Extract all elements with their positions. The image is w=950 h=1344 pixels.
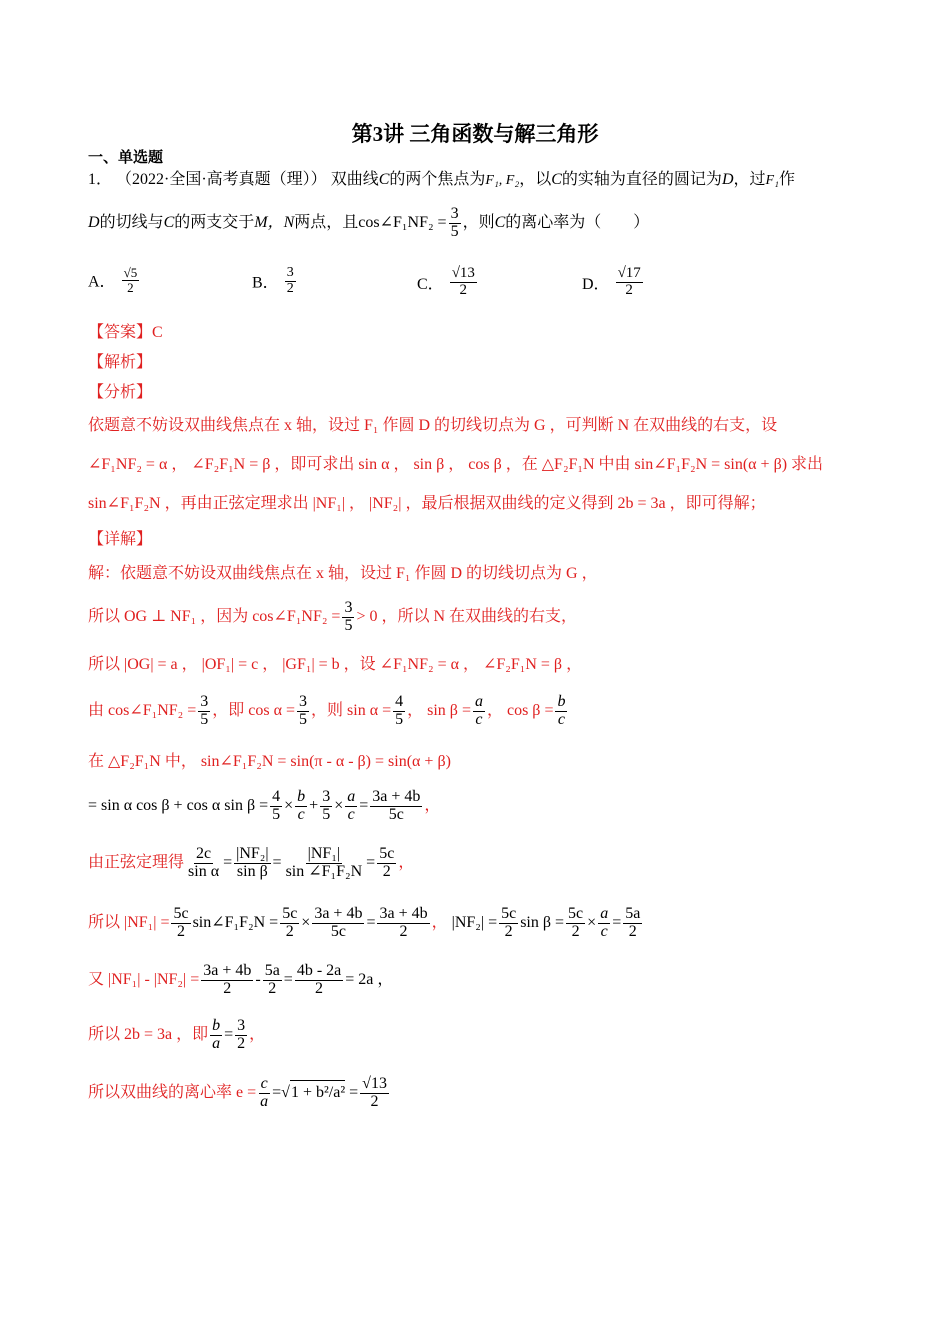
detail-line-3: 所以 |OG| = a ， |OF₁| = c ， |GF₁| = b ，设 ∠F₁NF₂ = α ， ∠F₂F₁N = β ， xyxy=(88,656,583,673)
detail-line-2: 所以 OG ⊥ NF₁ ，因为 cos∠F₁NF₂ = $\frac{3}{5}$ > 0 ，所以 N 在双曲线的右支， xyxy=(88,599,578,634)
answer: 【答案】C xyxy=(88,324,163,341)
detail-line-8: 所以 |NF₁| = $\frac{5c}{2}$ sin∠F₁F₂N = $\frac{5c}{2}$ × $\frac{3a + 4b}{5c}$ = $\frac{3a + 4b}{2}$ ， |NF₂| = $\frac{5c}{2}$ sin β = $\frac{5c}{2}$ × $\frac{a}{c}$ = $\frac{5a}{2}$ xyxy=(88,905,641,940)
fenxi-tag: 【分析】 xyxy=(88,384,153,401)
detail-line-5: 在 △F₂F₁N 中， sin∠F₁F₂N = sin(π - α - β) = sin(α + β) xyxy=(88,753,451,770)
detail-line-1: 解：依题意不妨设双曲线焦点在 x 轴，设过 F₁ 作圆 D 的切线切点为 G ， xyxy=(88,565,598,582)
detail-tag: 【详解】 xyxy=(88,531,153,548)
option-a[interactable]: A． $\frac{√5}{2}$ xyxy=(88,265,138,295)
detail-line-11: 所以双曲线的离心率 e = $\frac{c}{a}$ =√1 + b²/a² = $\frac{√13}{2}$ xyxy=(88,1075,387,1110)
option-c[interactable]: C． $\frac{√13}{2}$ xyxy=(417,265,475,298)
fenxi-line-1: 依题意不妨设双曲线焦点在 x 轴，设过 F₁ 作圆 D 的切线切点为 G ，可判断 N 在双曲线的右支，设 xyxy=(88,417,778,434)
detail-line-7: 由正弦定理得 $\frac{2c}{\text{sin α}}$ = $\frac{\text{|NF₂|}}{\text{sin β}}$ = $\frac{\text{|NF₁|}}{\text{sin ∠F₁F₂N}}$ = $\frac{5c}{2}$ ， xyxy=(88,845,415,880)
question-line-1: 1． （2022·全国·高考真题（理）） 双曲线C的两个焦点为F₁, F₂，以C的实轴为直径的圆记为D，过F₁作 xyxy=(88,171,795,188)
fenxi-line-2: ∠F₁NF₂ = α ， ∠F₂F₁N = β ，即可求出 sin α ， sin β ， cos β ，在 △F₂F₁N 中由 sin∠F₁F₂N = sin(α + β) 求出 xyxy=(88,456,824,473)
detail-line-10: 所以 2b = 3a ，即 $\frac{b}{a}$ = $\frac{3}{2}$ ， xyxy=(88,1017,266,1052)
option-b[interactable]: B． $\frac{3}{2}$ xyxy=(252,265,294,296)
question-line-2: D的切线与C的两支交于M，N两点，且cos∠F₁NF₂ = $\frac{3}{5}$ ，则C的离心率为（ ） xyxy=(88,205,650,240)
page-title: 第3讲 三角函数与解三角形 xyxy=(351,122,599,146)
section-heading: 一、单选题 xyxy=(88,150,164,166)
detail-line-9: 又 |NF₁| - |NF₂| = $\frac{3a + 4b}{2}$ - $\frac{5a}{2}$ = $\frac{4b - 2a}{2}$ = 2a ， xyxy=(88,962,394,997)
option-d[interactable]: D． $\frac{√17}{2}$ xyxy=(582,265,641,298)
fenxi-line-3: sin∠F₁F₂N ，再由正弦定理求出 |NF₁| ， |NF₂| ，最后根据双曲线的定义得到 2b = 3a ，即可得解； xyxy=(88,495,766,512)
detail-line-4: 由 cos∠F₁NF₂ = $\frac{3}{5}$ ，即 cos α = $\frac{3}{5}$ ，则 sin α = $\frac{4}{5}$ ， sin β = $\frac{a}{c}$ ， cos β = $\frac{b}{c}$ xyxy=(88,693,566,728)
fraction: $\frac{3}{5}$ xyxy=(450,205,459,240)
detail-line-6: = sin α cos β + cos α sin β = $\frac{4}{5}$ × $\frac{b}{c}$ + $\frac{3}{5}$ × $\frac{a}{c}$ = $\frac{3a + 4b}{5c}$ ， xyxy=(88,788,441,823)
analysis-tag: 【解析】 xyxy=(88,354,153,371)
